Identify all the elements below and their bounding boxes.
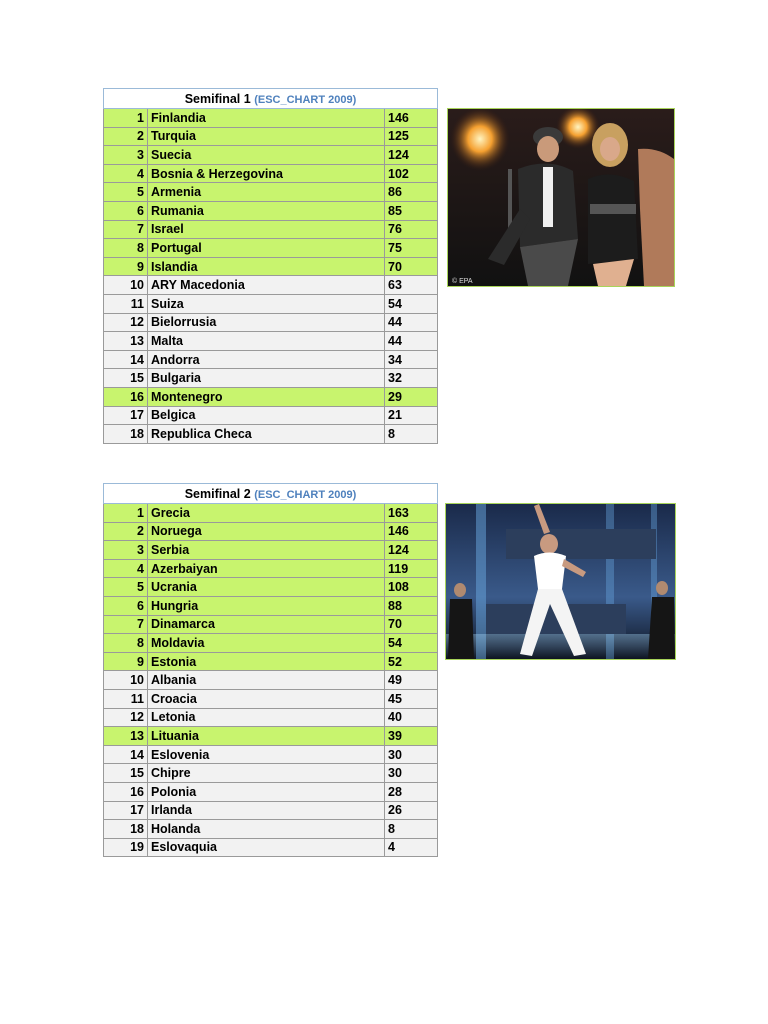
country-cell: Bosnia & Herzegovina xyxy=(148,164,385,183)
table-row xyxy=(104,201,438,220)
country-cell: Montenegro xyxy=(148,387,385,406)
country-cell: Hungria xyxy=(148,596,385,615)
table-row xyxy=(104,727,438,746)
points-cell: 21 xyxy=(385,406,438,425)
table-row xyxy=(104,257,438,276)
country-cell: Eslovenia xyxy=(148,745,385,764)
country-cell: Holanda xyxy=(148,820,385,839)
points-cell: 88 xyxy=(385,596,438,615)
table-row xyxy=(104,615,438,634)
table-row xyxy=(104,350,438,369)
position-cell: 18 xyxy=(104,820,148,839)
position-cell: 14 xyxy=(104,745,148,764)
position-cell: 6 xyxy=(104,596,148,615)
table-row xyxy=(104,708,438,727)
points-cell: 44 xyxy=(385,313,438,332)
position-cell: 12 xyxy=(104,313,148,332)
position-cell: 1 xyxy=(104,109,148,128)
country-cell: Grecia xyxy=(148,504,385,523)
position-cell: 1 xyxy=(104,504,148,523)
semifinal-1-block xyxy=(103,88,438,444)
country-cell: Islandia xyxy=(148,257,385,276)
points-cell: 54 xyxy=(385,294,438,313)
position-cell: 3 xyxy=(104,146,148,165)
table-row xyxy=(104,183,438,202)
points-cell: 49 xyxy=(385,671,438,690)
points-cell: 124 xyxy=(385,541,438,560)
semifinal-2-rows xyxy=(104,504,438,857)
country-cell: Portugal xyxy=(148,239,385,258)
points-cell: 44 xyxy=(385,332,438,351)
table-row xyxy=(104,634,438,653)
semifinal-2-table xyxy=(103,483,438,857)
table-row xyxy=(104,369,438,388)
table-row xyxy=(104,406,438,425)
country-cell: Azerbaiyan xyxy=(148,559,385,578)
table-row xyxy=(104,313,438,332)
position-cell: 12 xyxy=(104,708,148,727)
stage-photo-dancer xyxy=(446,504,675,659)
position-cell: 17 xyxy=(104,406,148,425)
country-cell: Serbia xyxy=(148,541,385,560)
semifinal-2-source: (ESC_CHART 2009) xyxy=(254,488,357,501)
position-cell: 18 xyxy=(104,425,148,444)
position-cell: 14 xyxy=(104,350,148,369)
table-row xyxy=(104,782,438,801)
points-cell: 52 xyxy=(385,652,438,671)
country-cell: ARY Macedonia xyxy=(148,276,385,295)
points-cell: 30 xyxy=(385,764,438,783)
country-cell: Polonia xyxy=(148,782,385,801)
table-row xyxy=(104,220,438,239)
country-cell: Dinamarca xyxy=(148,615,385,634)
table-row xyxy=(104,425,438,444)
country-cell: Malta xyxy=(148,332,385,351)
table-row xyxy=(104,671,438,690)
position-cell: 9 xyxy=(104,257,148,276)
position-cell: 5 xyxy=(104,578,148,597)
points-cell: 4 xyxy=(385,838,438,857)
table-row xyxy=(104,652,438,671)
table-row xyxy=(104,559,438,578)
country-cell: Israel xyxy=(148,220,385,239)
position-cell: 8 xyxy=(104,634,148,653)
table-row xyxy=(104,146,438,165)
table-row xyxy=(104,164,438,183)
country-cell: Eslovaquia xyxy=(148,838,385,857)
position-cell: 11 xyxy=(104,689,148,708)
country-cell: Ucrania xyxy=(148,578,385,597)
table-row xyxy=(104,387,438,406)
table-row xyxy=(104,596,438,615)
points-cell: 8 xyxy=(385,425,438,444)
points-cell: 39 xyxy=(385,727,438,746)
position-cell: 7 xyxy=(104,615,148,634)
semifinal-1-rows xyxy=(104,109,438,444)
semifinal-1-title-text: Semifinal 1 xyxy=(184,91,251,106)
position-cell: 6 xyxy=(104,201,148,220)
position-cell: 10 xyxy=(104,276,148,295)
points-cell: 75 xyxy=(385,239,438,258)
table-row xyxy=(104,801,438,820)
table-row xyxy=(104,239,438,258)
table-row xyxy=(104,127,438,146)
country-cell: Finlandia xyxy=(148,109,385,128)
table-row xyxy=(104,745,438,764)
position-cell: 15 xyxy=(104,764,148,783)
points-cell: 8 xyxy=(385,820,438,839)
points-cell: 26 xyxy=(385,801,438,820)
points-cell: 163 xyxy=(385,504,438,523)
position-cell: 13 xyxy=(104,332,148,351)
points-cell: 63 xyxy=(385,276,438,295)
table-row xyxy=(104,820,438,839)
table-row xyxy=(104,504,438,523)
country-cell: Bielorrusia xyxy=(148,313,385,332)
country-cell: Lituania xyxy=(148,727,385,746)
points-cell: 125 xyxy=(385,127,438,146)
semifinal-1-source: (ESC_CHART 2009) xyxy=(254,93,357,106)
country-cell: Andorra xyxy=(148,350,385,369)
points-cell: 32 xyxy=(385,369,438,388)
table-row xyxy=(104,522,438,541)
position-cell: 15 xyxy=(104,369,148,388)
points-cell: 85 xyxy=(385,201,438,220)
position-cell: 4 xyxy=(104,164,148,183)
country-cell: Republica Checa xyxy=(148,425,385,444)
points-cell: 45 xyxy=(385,689,438,708)
semifinal-2-title xyxy=(104,484,438,504)
position-cell: 5 xyxy=(104,183,148,202)
country-cell: Croacia xyxy=(148,689,385,708)
country-cell: Rumania xyxy=(148,201,385,220)
semifinal-1-table xyxy=(103,88,438,444)
points-cell: 146 xyxy=(385,522,438,541)
position-cell: 3 xyxy=(104,541,148,560)
points-cell: 29 xyxy=(385,387,438,406)
table-row xyxy=(104,294,438,313)
position-cell: 4 xyxy=(104,559,148,578)
position-cell: 10 xyxy=(104,671,148,690)
points-cell: 146 xyxy=(385,109,438,128)
semifinal-2-performer-photo xyxy=(445,503,676,660)
points-cell: 86 xyxy=(385,183,438,202)
country-cell: Noruega xyxy=(148,522,385,541)
semifinal-2-block xyxy=(103,483,438,857)
points-cell: 102 xyxy=(385,164,438,183)
country-cell: Letonia xyxy=(148,708,385,727)
table-row xyxy=(104,109,438,128)
points-cell: 70 xyxy=(385,615,438,634)
points-cell: 34 xyxy=(385,350,438,369)
country-cell: Irlanda xyxy=(148,801,385,820)
points-cell: 108 xyxy=(385,578,438,597)
country-cell: Belgica xyxy=(148,406,385,425)
stage-photo-duo xyxy=(448,109,674,286)
country-cell: Bulgaria xyxy=(148,369,385,388)
position-cell: 2 xyxy=(104,522,148,541)
points-cell: 28 xyxy=(385,782,438,801)
table-row xyxy=(104,332,438,351)
semifinal-1-performers-photo xyxy=(447,108,675,287)
position-cell: 11 xyxy=(104,294,148,313)
table-row xyxy=(104,689,438,708)
country-cell: Armenia xyxy=(148,183,385,202)
semifinal-1-header-row xyxy=(104,89,438,109)
position-cell: 16 xyxy=(104,782,148,801)
points-cell: 54 xyxy=(385,634,438,653)
position-cell: 7 xyxy=(104,220,148,239)
points-cell: 119 xyxy=(385,559,438,578)
table-row xyxy=(104,541,438,560)
photo-watermark: © EPA xyxy=(452,278,473,285)
country-cell: Turquia xyxy=(148,127,385,146)
points-cell: 40 xyxy=(385,708,438,727)
position-cell: 8 xyxy=(104,239,148,258)
table-row xyxy=(104,764,438,783)
country-cell: Suiza xyxy=(148,294,385,313)
country-cell: Suecia xyxy=(148,146,385,165)
country-cell: Estonia xyxy=(148,652,385,671)
table-row xyxy=(104,578,438,597)
position-cell: 13 xyxy=(104,727,148,746)
points-cell: 30 xyxy=(385,745,438,764)
points-cell: 76 xyxy=(385,220,438,239)
country-cell: Chipre xyxy=(148,764,385,783)
semifinal-1-title xyxy=(104,89,438,109)
table-row xyxy=(104,276,438,295)
position-cell: 19 xyxy=(104,838,148,857)
position-cell: 9 xyxy=(104,652,148,671)
points-cell: 124 xyxy=(385,146,438,165)
semifinal-2-title-text: Semifinal 2 xyxy=(184,486,251,501)
semifinal-2-header-row xyxy=(104,484,438,504)
position-cell: 17 xyxy=(104,801,148,820)
position-cell: 16 xyxy=(104,387,148,406)
country-cell: Moldavia xyxy=(148,634,385,653)
points-cell: 70 xyxy=(385,257,438,276)
country-cell: Albania xyxy=(148,671,385,690)
position-cell: 2 xyxy=(104,127,148,146)
table-row xyxy=(104,838,438,857)
